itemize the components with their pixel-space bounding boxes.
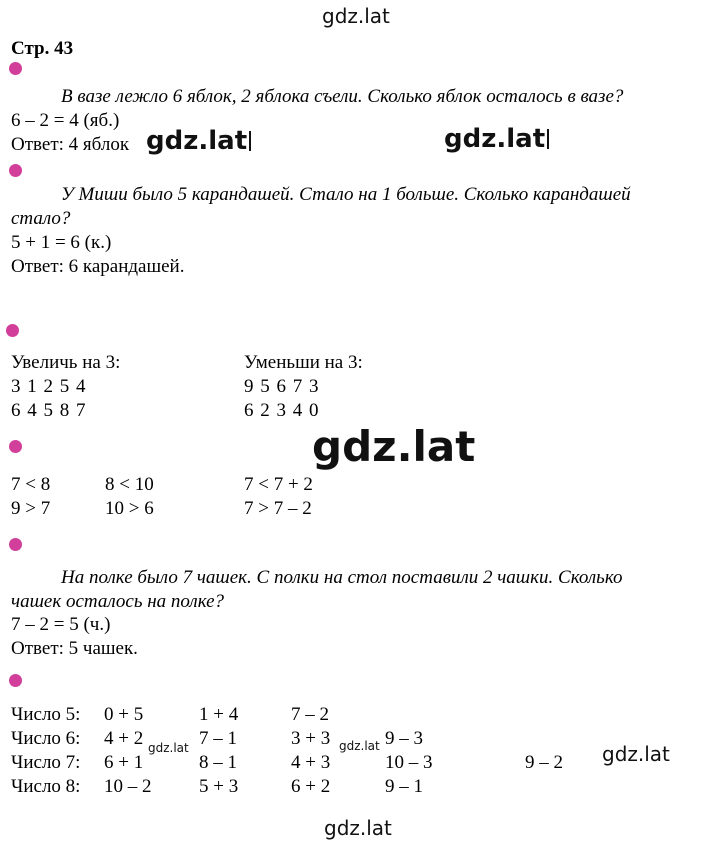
task-2-solution: 5 + 1 = 6 (к.) bbox=[11, 232, 112, 253]
task-6-expression: 9 – 2 bbox=[525, 752, 563, 773]
task-6-expression: 5 + 3 bbox=[199, 776, 239, 797]
bullet-task-1 bbox=[9, 62, 22, 75]
task-6-expression: 10 – 2 bbox=[104, 776, 152, 797]
task-4-r2c1: 9 > 7 bbox=[11, 498, 51, 519]
task-2-answer: Ответ: 6 карандашей. bbox=[11, 256, 185, 277]
task-6-expression: 8 – 1 bbox=[199, 752, 237, 773]
watermark-center: gdz.lat bbox=[312, 422, 476, 471]
task-3-right-row2: 6 2 3 4 0 bbox=[244, 400, 319, 421]
task-4-r1c3: 7 < 7 + 2 bbox=[244, 474, 313, 495]
watermark-mid-right: gdz.lat bbox=[444, 124, 549, 154]
task-1-text: В вазе лежло 6 яблок, 2 яблока съели. Сколько яблок осталось в вазе? bbox=[61, 86, 624, 107]
task-2-text-line1: У Миши было 5 карандашей. Стало на 1 больше. Сколько карандашей bbox=[61, 184, 631, 205]
bullet-task-4 bbox=[9, 440, 22, 453]
task-6-expression: 7 – 1 bbox=[199, 728, 237, 749]
task-6-expression: 0 + 5 bbox=[104, 704, 144, 725]
task-3-left-row1: 3 1 2 5 4 bbox=[11, 376, 86, 397]
task-5-answer: Ответ: 5 чашек. bbox=[11, 638, 138, 659]
task-6-expression: 6 + 1 bbox=[104, 752, 144, 773]
task-6-expression: 4 + 2 bbox=[104, 728, 144, 749]
task-1-solution: 6 – 2 = 4 (яб.) bbox=[11, 110, 120, 131]
task-6-row-label: Число 6: bbox=[11, 728, 81, 749]
bullet-task-3 bbox=[6, 324, 19, 337]
watermark-top: gdz.lat bbox=[322, 4, 390, 28]
bullet-task-6 bbox=[9, 674, 22, 687]
task-6-row-label: Число 5: bbox=[11, 704, 81, 725]
task-6-expression: 9 – 3 bbox=[385, 728, 423, 749]
task-3-right-row1: 9 5 6 7 3 bbox=[244, 376, 319, 397]
task-6-row-label: Число 8: bbox=[11, 776, 81, 797]
task-4-r1c1: 7 < 8 bbox=[11, 474, 51, 495]
task-6-expression: 4 + 3 bbox=[291, 752, 331, 773]
task-6-expression: 3 + 3 bbox=[291, 728, 331, 749]
task-3-left-header: Увеличь на 3: bbox=[11, 352, 121, 373]
task-6-expression: 6 + 2 bbox=[291, 776, 331, 797]
task-2-text-line2: стало? bbox=[11, 208, 71, 229]
task-4-r1c2: 8 < 10 bbox=[105, 474, 154, 495]
task-4-r2c3: 7 > 7 – 2 bbox=[244, 498, 312, 519]
task-3-right-header: Уменьши на 3: bbox=[244, 352, 363, 373]
task-6-expression: 9 – 1 bbox=[385, 776, 423, 797]
page-title: Стр. 43 bbox=[11, 38, 74, 59]
watermark-bottom: gdz.lat bbox=[324, 816, 392, 840]
task-6-row-label: Число 7: bbox=[11, 752, 81, 773]
task-5-solution: 7 – 2 = 5 (ч.) bbox=[11, 614, 111, 635]
bullet-task-2 bbox=[9, 164, 22, 177]
task-6-expression: 7 – 2 bbox=[291, 704, 329, 725]
watermark-small-1: gdz.lat bbox=[148, 741, 189, 755]
task-6-expression: 1 + 4 bbox=[199, 704, 239, 725]
task-3-left-row2: 6 4 5 8 7 bbox=[11, 400, 86, 421]
task-5-text-line1: На полке было 7 чашек. С полки на стол поставили 2 чашки. Сколько bbox=[61, 567, 623, 588]
watermark-small-2: gdz.lat bbox=[339, 739, 380, 753]
bullet-task-5 bbox=[9, 538, 22, 551]
task-6-expression: 10 – 3 bbox=[385, 752, 433, 773]
watermark-right: gdz.lat bbox=[602, 742, 670, 766]
task-5-text-line2: чашек осталось на полке? bbox=[11, 591, 225, 612]
task-1-answer: Ответ: 4 яблок bbox=[11, 134, 130, 155]
watermark-mid-left: gdz.lat bbox=[146, 126, 251, 156]
task-4-r2c2: 10 > 6 bbox=[105, 498, 154, 519]
